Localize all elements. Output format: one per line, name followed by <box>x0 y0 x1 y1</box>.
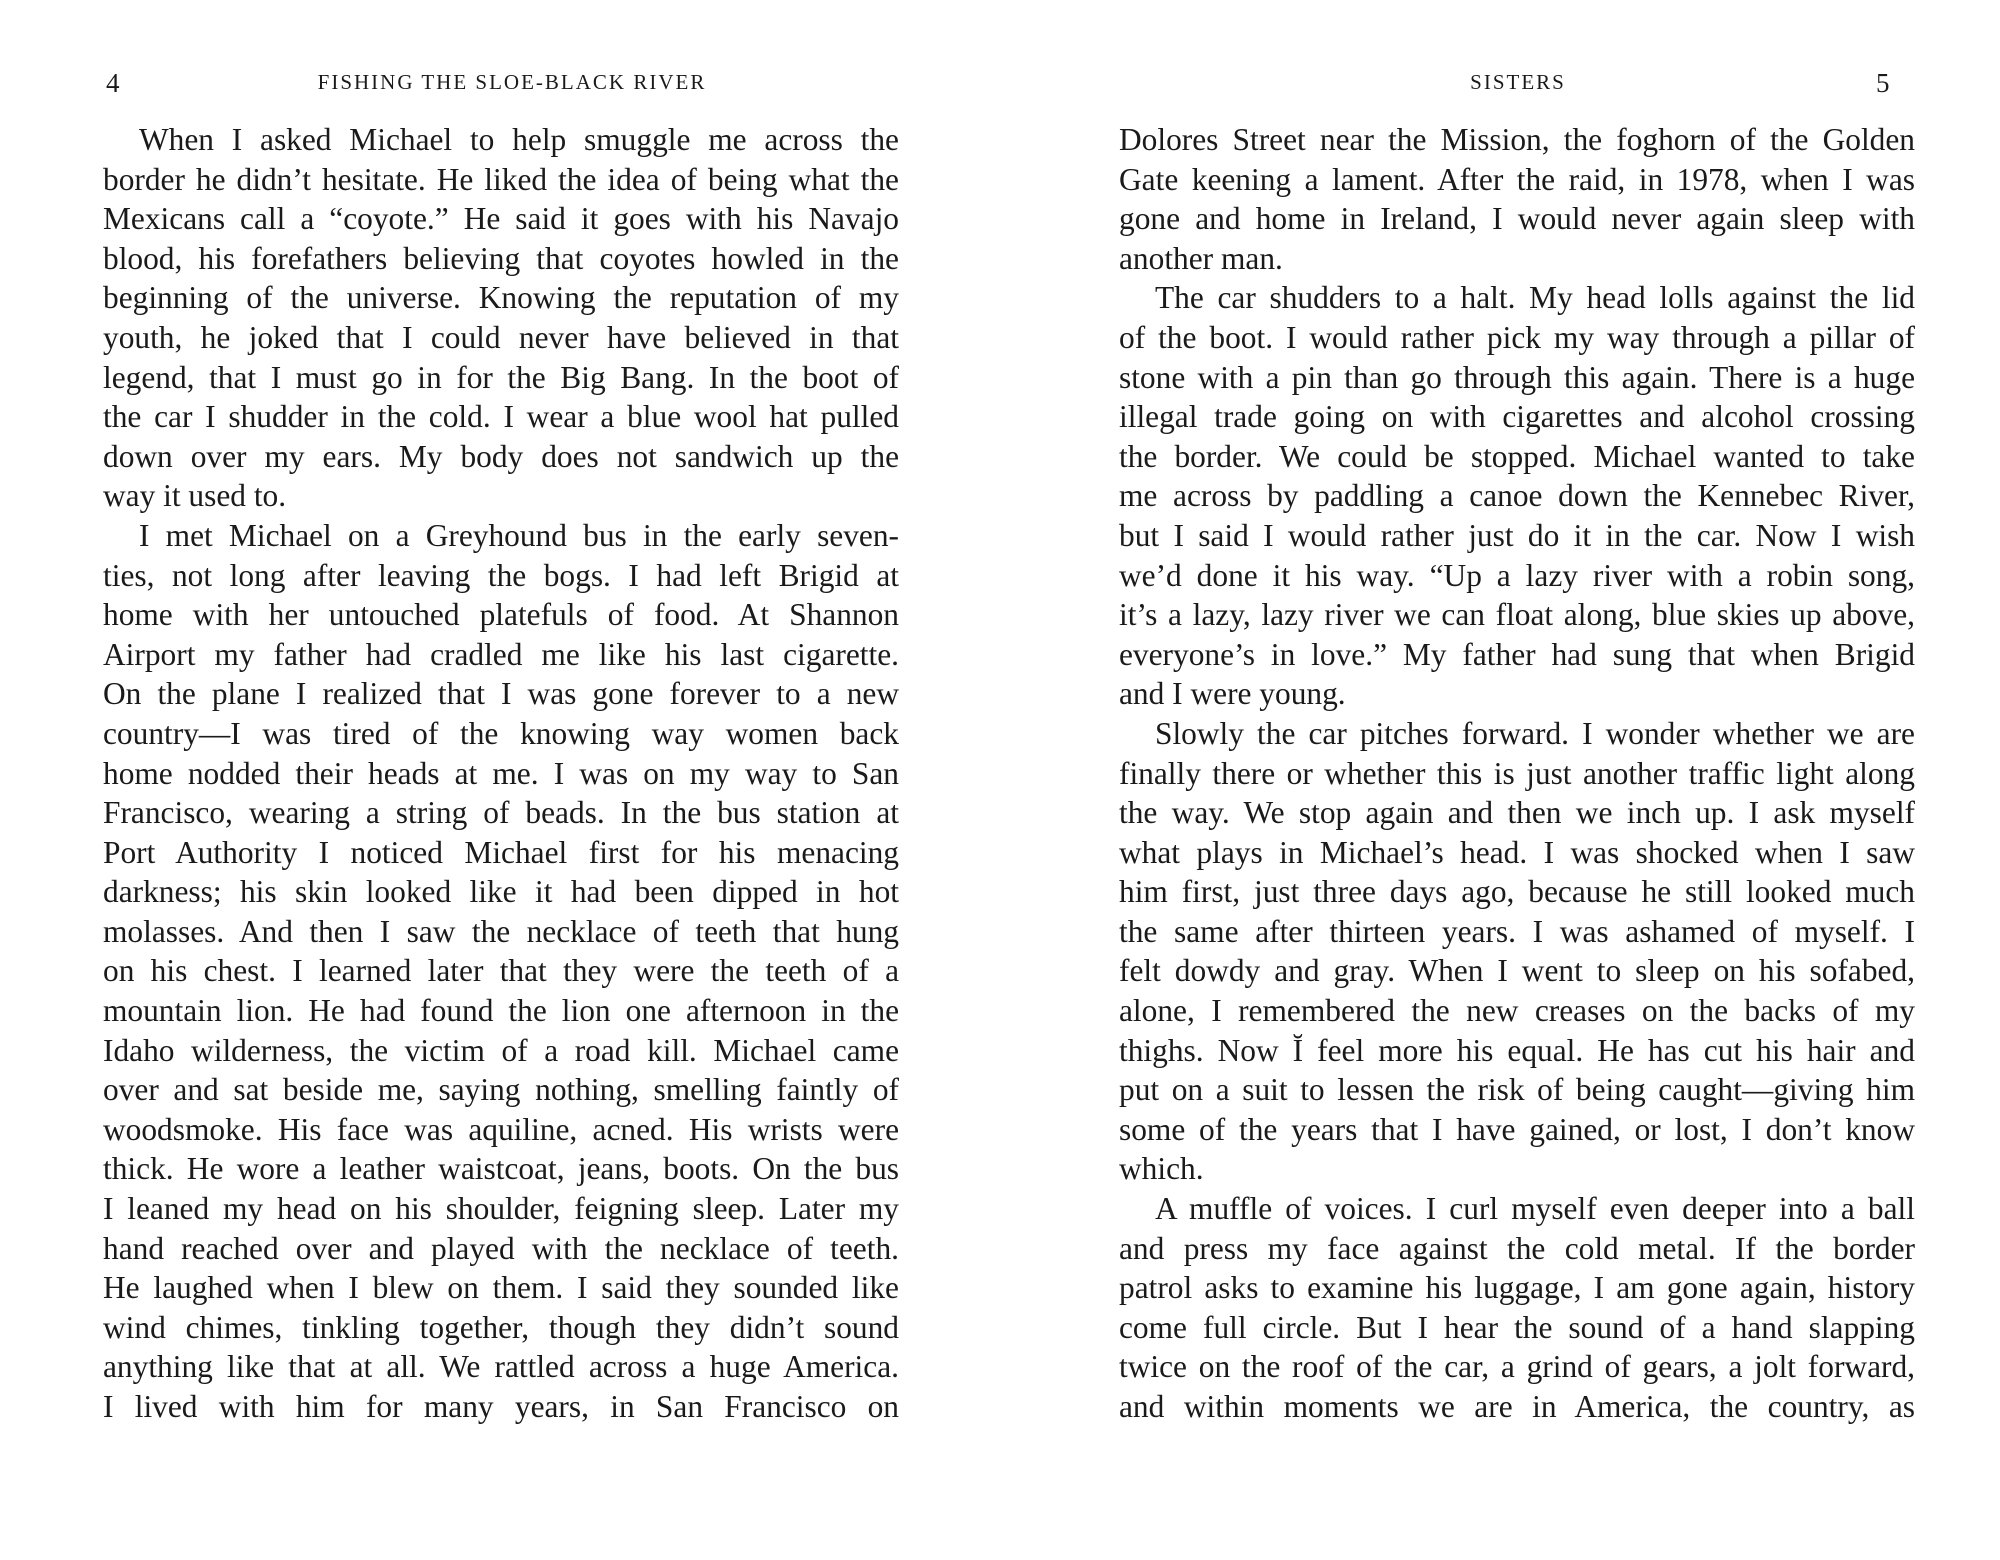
text-line: Port Authority I noticed Michael first for his menacing <box>103 834 899 870</box>
text-line: A muffle of voices. I curl myself even deeper into a ball <box>1155 1191 1915 1227</box>
text-line: country—I was tired of the knowing way women back <box>103 715 899 751</box>
text-line: Dolores Street near the Mission, the foghorn of the Golden <box>1119 122 1915 157</box>
text-line: He laughed when I blew on them. I said they sounded like <box>103 1270 899 1306</box>
text-line: the way. We stop again and then we inch up. I ask myself <box>1119 795 1915 831</box>
text-line: way it used to. <box>103 478 287 514</box>
text-line: down over my ears. My body does not sandwich up the <box>103 438 899 474</box>
text-line: hand reached over and played with the necklace of teeth. <box>103 1230 899 1266</box>
text-line: felt dowdy and gray. When I went to sleep on his sofabed, <box>1119 953 1915 989</box>
right-page <box>1000 0 2000 1560</box>
running-head: SISTERS <box>1470 70 1566 94</box>
text-line: mountain lion. He had found the lion one afternoon in the <box>103 993 899 1029</box>
text-line: we’d done it his way. “Up a lazy river with a robin song, <box>1119 557 1915 593</box>
paragraph <box>1119 1189 1915 1427</box>
text-line: legend, that I must go in for the Big Bang. In the boot of <box>103 359 899 395</box>
paragraph <box>103 516 899 1427</box>
text-line: it’s a lazy, lazy river we can float along, blue skies up above, <box>1119 597 1915 633</box>
paragraph <box>1119 278 1915 714</box>
paragraph <box>1119 120 1915 278</box>
text-line: and within moments we are in America, the country, as <box>1119 1389 1915 1424</box>
text-line: anything like that at all. We rattled across a huge America. <box>103 1349 899 1385</box>
text-line: twice on the roof of the car, a grind of gears, a jolt forward, <box>1119 1349 1915 1385</box>
body-text <box>103 120 899 1427</box>
text-line: I lived with him for many years, in San Francisco on <box>103 1389 899 1424</box>
text-line: woodsmoke. His face was aquiline, acned. His wrists were <box>103 1111 899 1147</box>
text-line: the same after thirteen years. I was ashamed of myself. I <box>1119 913 1915 949</box>
text-line: molasses. And then I saw the necklace of teeth that hung <box>103 913 899 949</box>
text-line: Slowly the car pitches forward. I wonder whether we are <box>1155 715 1915 751</box>
paragraph <box>103 120 899 516</box>
text-line: Gate keening a lament. After the raid, in 1978, when I was <box>1119 161 1915 197</box>
text-line: but I said I would rather just do it in the car. Now I wish <box>1119 517 1915 553</box>
text-line: I met Michael on a Greyhound bus in the early seven- <box>139 517 899 553</box>
text-line: home with her untouched platefuls of food. At Shannon <box>103 597 899 633</box>
text-line: finally there or whether this is just another traffic light along <box>1119 755 1915 791</box>
text-line: illegal trade going on with cigarettes and alcohol crossing <box>1119 399 1915 435</box>
text-line: alone, I remembered the new creases on the backs of my <box>1119 993 1915 1029</box>
text-line: patrol asks to examine his luggage, I am gone again, history <box>1119 1270 1915 1306</box>
body-text <box>1119 120 1915 1427</box>
text-line: and I were young. <box>1119 676 1346 712</box>
paragraph <box>1119 714 1915 1189</box>
text-line: home nodded their heads at me. I was on my way to San <box>103 755 899 791</box>
text-line: him first, just three days ago, because he still looked much <box>1119 874 1915 910</box>
text-line: darkness; his skin looked like it had been dipped in hot <box>103 874 899 910</box>
text-line: on his chest. I learned later that they were the teeth of a <box>103 953 899 989</box>
text-line: what plays in Michael’s head. I was shocked when I saw <box>1119 834 1915 870</box>
text-line: The car shudders to a halt. My head lolls against the lid <box>1155 280 1915 316</box>
page-number: 4 <box>106 68 120 98</box>
text-line: gone and home in Ireland, I would never again sleep with <box>1119 201 1915 237</box>
text-line: thick. He wore a leather waistcoat, jeans, boots. On the bus <box>103 1151 899 1187</box>
text-line: border he didn’t hesitate. He liked the idea of being what the <box>103 161 899 197</box>
text-line: thighs. Now Ĭ feel more his equal. He has cut his hair and <box>1119 1032 1915 1068</box>
text-line: wind chimes, tinkling together, though they didn’t sound <box>103 1309 899 1345</box>
text-line: me across by paddling a canoe down the Kennebec River, <box>1119 478 1915 514</box>
text-line: Mexicans call a “coyote.” He said it goes with his Navajo <box>103 201 899 237</box>
text-line: Idaho wilderness, the victim of a road kill. Michael came <box>103 1032 899 1068</box>
text-line: the border. We could be stopped. Michael wanted to take <box>1119 438 1915 474</box>
running-head: FISHING THE SLOE-BLACK RIVER <box>317 70 707 94</box>
text-line: of the boot. I would rather pick my way through a pillar of <box>1119 319 1915 355</box>
text-line: stone with a pin than go through this again. There is a huge <box>1119 359 1915 395</box>
text-line: Airport my father had cradled me like his last cigarette. <box>103 636 899 672</box>
text-line: I leaned my head on his shoulder, feigning sleep. Later my <box>103 1191 899 1227</box>
text-line: which. <box>1119 1151 1204 1187</box>
text-line: the car I shudder in the cold. I wear a blue wool hat pulled <box>103 399 899 435</box>
text-line: some of the years that I have gained, or lost, I don’t know <box>1119 1111 1915 1147</box>
text-line: beginning of the universe. Knowing the reputation of my <box>103 280 899 316</box>
text-line: When I asked Michael to help smuggle me across the <box>139 122 899 157</box>
text-line: ties, not long after leaving the bogs. I had left Brigid at <box>103 557 899 593</box>
text-line: everyone’s in love.” My father had sung that when Brigid <box>1119 636 1915 672</box>
page-number: 5 <box>1876 68 1890 98</box>
text-line: On the plane I realized that I was gone forever to a new <box>103 676 899 712</box>
text-line: another man. <box>1119 240 1283 276</box>
text-line: over and sat beside me, saying nothing, smelling faintly of <box>103 1072 899 1108</box>
text-line: and press my face against the cold metal. If the border <box>1119 1230 1915 1266</box>
text-line: Francisco, wearing a string of beads. In the bus station at <box>103 795 899 831</box>
text-line: youth, he joked that I could never have believed in that <box>103 319 899 355</box>
text-line: come full circle. But I hear the sound of a hand slapping <box>1119 1309 1915 1345</box>
text-line: blood, his forefathers believing that coyotes howled in the <box>103 240 899 276</box>
text-line: put on a suit to lessen the risk of being caught—giving him <box>1119 1072 1915 1108</box>
